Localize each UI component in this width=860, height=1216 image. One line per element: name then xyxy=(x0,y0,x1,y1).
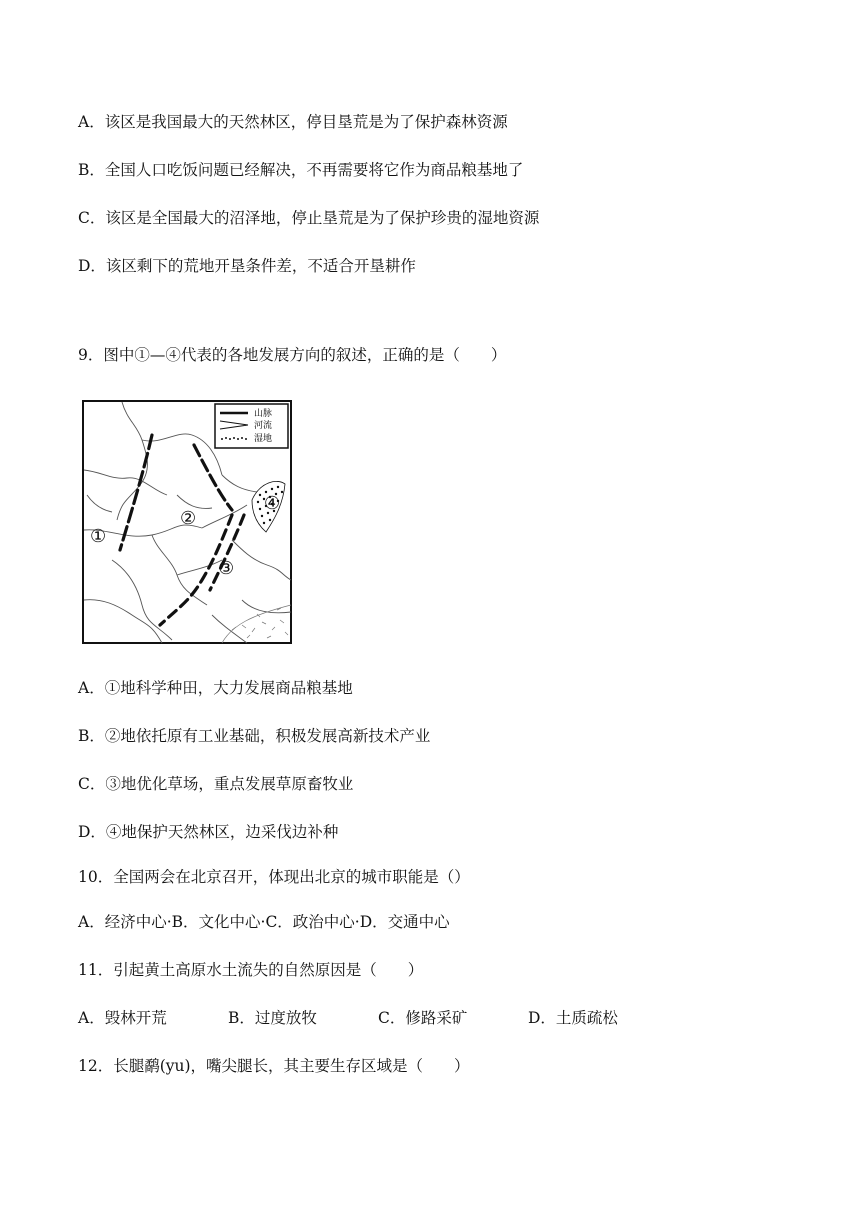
map-legend xyxy=(215,404,288,448)
map-label-3: ③ xyxy=(218,558,235,579)
q11-option-c: C．修路采矿 xyxy=(378,1009,468,1027)
q11-option-b: B．过度放牧 xyxy=(228,1009,317,1027)
northeast-china-map xyxy=(82,400,292,644)
q9-option-c: C．③地优化草场，重点发展草原畜牧业 xyxy=(78,775,354,793)
q11-stem: 11．引起黄土高原水土流失的自然原因是（ ） xyxy=(78,961,424,979)
q8-option-d: D．该区剩下的荒地开垦条件差，不适合开垦耕作 xyxy=(78,257,416,275)
q8-option-a: A．该区是我国最大的天然林区，停目垦荒是为了保护森林资源 xyxy=(78,113,508,131)
q11-option-d: D．土质疏松 xyxy=(528,1009,618,1027)
q12-stem: 12．长腿鹬(yu)，嘴尖腿长，其主要生存区域是（ ） xyxy=(78,1057,470,1075)
q9-stem: 9．图中①—④代表的各地发展方向的叙述，正确的是（ ） xyxy=(78,346,507,364)
q11-option-a: A．毁林开荒 xyxy=(78,1009,167,1027)
map-label-1: ① xyxy=(90,526,107,547)
legend-mountain: 山脉 xyxy=(254,409,273,419)
q10-options: A．经济中心·B．文化中心·C．政治中心·D．交通中心 xyxy=(78,913,450,931)
q9-option-d: D．④地保护天然林区，边采伐边补种 xyxy=(78,823,339,841)
q10-stem: 10．全国两会在北京召开，体现出北京的城市职能是（） xyxy=(78,868,470,886)
map-label-2: ② xyxy=(180,508,197,529)
q9-option-a: A．①地科学种田，大力发展商品粮基地 xyxy=(78,679,353,697)
legend-river: 河流 xyxy=(254,421,273,431)
map-label-4: ④ xyxy=(264,493,281,514)
legend-wetland: 湿地 xyxy=(254,434,273,444)
q8-option-c: C．该区是全国最大的沼泽地，停止垦荒是为了保护珍贵的湿地资源 xyxy=(78,209,540,227)
q8-option-b: B．全国人口吃饭问题已经解决，不再需要将它作为商品粮基地了 xyxy=(78,161,524,179)
q9-option-b: B．②地依托原有工业基础，积极发展高新技术产业 xyxy=(78,727,431,745)
